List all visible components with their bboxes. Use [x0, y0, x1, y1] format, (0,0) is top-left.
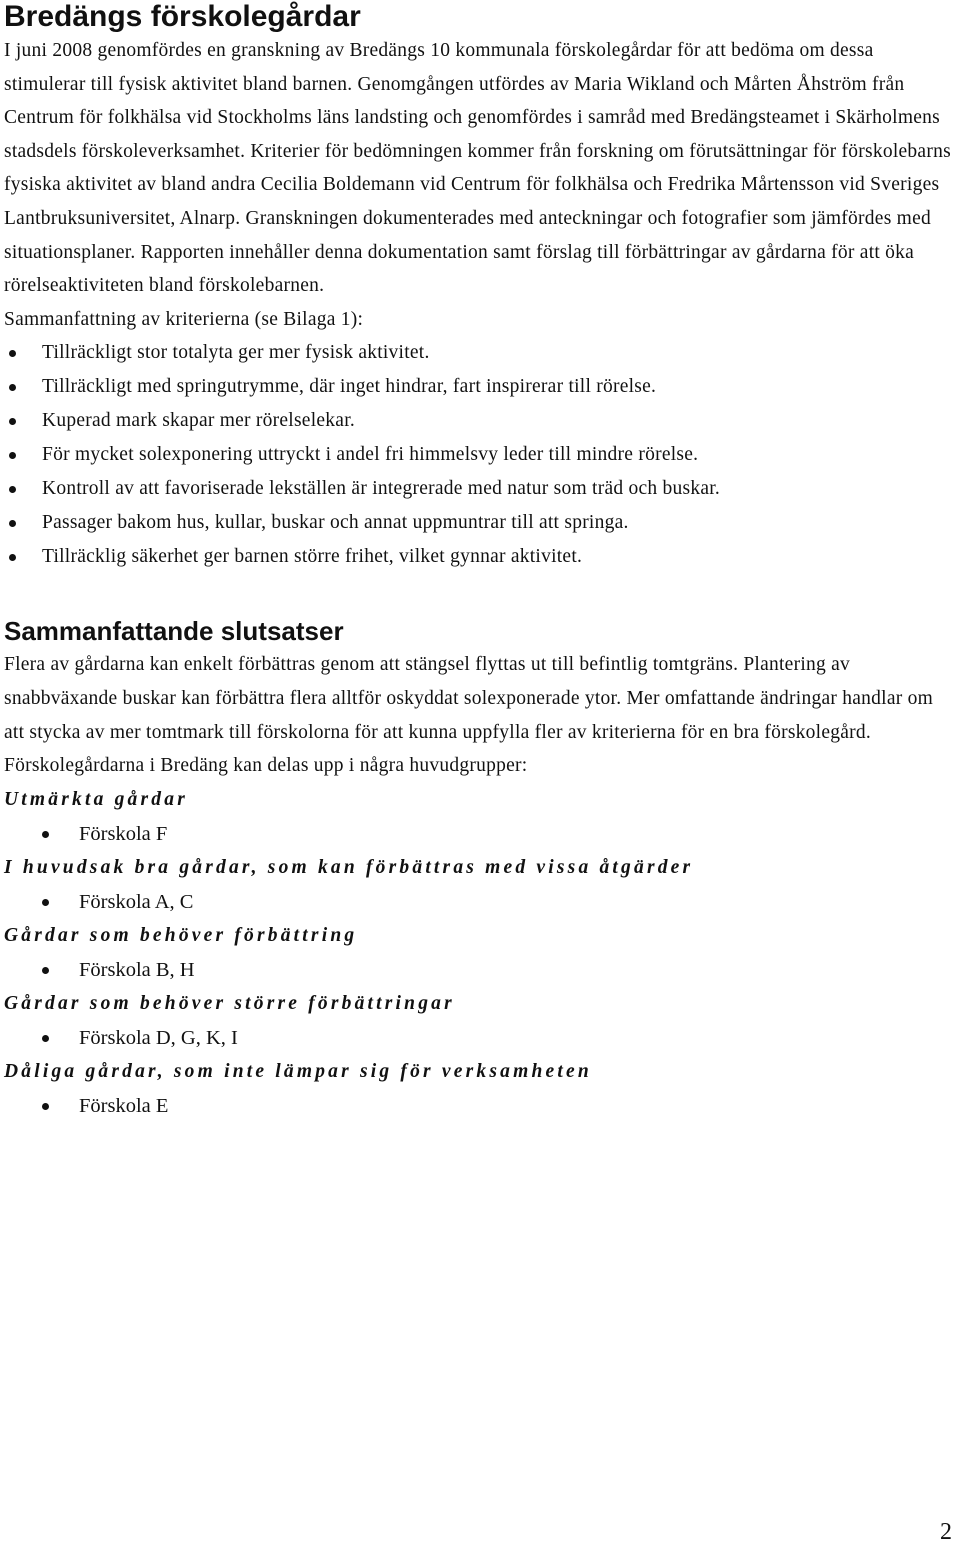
criteria-item-text: Tillräckligt med springutrymme, där inget hindrar, fart inspirerar till rörelse.	[42, 376, 657, 398]
group-list	[4, 817, 956, 851]
bullet-icon	[9, 418, 16, 425]
conclusions-heading: Sammanfattande slutsatser	[4, 616, 344, 647]
intro-paragraph: I juni 2008 genomfördes en granskning av Bredängs 10 kommunala förskolegårdar för att bedöma om dessa stimulerar till fysisk aktivitet bland barnen. Genomgången utfördes av Maria Wikland och Mårten Åhström från Centrum för folkhälsa vid Stockholms läns landsting och genomfördes i samråd med Bredängsteamet i Skärholmens stadsdels förskoleverksamhet. Kriterier för bedömningen kommer från forskning om förutsättningar för förskolebarns fysiska aktivitet av bland andra Cecilia Boldemann vid Centrum för folkhälsa och Fredrika Mårtensson vid Sveriges Lantbruksuniversitet, Alnarp. Granskningen dokumenterades med anteckningar och fotografier som jämfördes med situationsplaner. Rapporten innehåller denna dokumentation samt förslag till förbättringar av gårdarna för att öka rörelseaktiviteten bland förskolebarnen.	[4, 40, 951, 297]
group-list	[4, 1089, 956, 1123]
criteria-item	[4, 370, 956, 404]
page-title: Bredängs förskolegårdar	[4, 0, 361, 33]
group-heading: Gårdar som behöver förbättring	[4, 924, 358, 946]
group-item	[4, 1089, 956, 1123]
criteria-item-text: Passager bakom hus, kullar, buskar och annat uppmuntrar till att springa.	[42, 512, 629, 534]
bullet-icon	[42, 831, 49, 838]
bullet-icon	[42, 967, 49, 974]
bullet-icon	[9, 554, 16, 561]
criteria-heading: Sammanfattning av kriterierna (se Bilaga 1):	[4, 308, 364, 330]
group-list	[4, 885, 956, 919]
conclusions-paragraph: Flera av gårdarna kan enkelt förbättras genom att stängsel flyttas ut till befintlig tomtgräns. Plantering av snabbväxande buskar kan förbättra flera alltför oskyddat solexponerade ytor. Mer omfattande ändringar handlar om att stycka av mer tomtmark till förskolorna för att kunna uppfylla fler av kriterierna för en bra förskolegård.	[4, 654, 934, 743]
group-heading: I huvudsak bra gårdar, som kan förbättras med vissa åtgärder	[4, 856, 694, 878]
bullet-icon	[42, 1103, 49, 1110]
group-item-text: Förskola B, H	[79, 958, 195, 981]
bullet-icon	[42, 1035, 49, 1042]
bullet-icon	[42, 899, 49, 906]
group-item	[4, 885, 956, 919]
criteria-item	[4, 540, 956, 574]
page-number: 2	[940, 1519, 952, 1545]
criteria-item-text: För mycket solexponering uttryckt i andel fri himmelsvy leder till mindre rörelse.	[42, 444, 699, 466]
group-heading: Gårdar som behöver större förbättringar	[4, 992, 455, 1014]
group-item	[4, 953, 956, 987]
groups-intro: Förskolegårdarna i Bredäng kan delas upp i några huvudgrupper:	[4, 755, 528, 777]
criteria-item-text: Tillräckligt stor totalyta ger mer fysisk aktivitet.	[42, 342, 430, 364]
criteria-item	[4, 506, 956, 540]
group-list	[4, 1021, 956, 1055]
group-heading: Utmärkta gårdar	[4, 788, 188, 810]
criteria-item-text: Tillräcklig säkerhet ger barnen större frihet, vilket gynnar aktivitet.	[42, 546, 583, 568]
group-item-text: Förskola A, C	[79, 890, 194, 913]
bullet-icon	[9, 486, 16, 493]
group-item-text: Förskola D, G, K, I	[79, 1026, 238, 1049]
group-heading: Dåliga gårdar, som inte lämpar sig för verksamheten	[4, 1060, 592, 1082]
criteria-item	[4, 438, 956, 472]
criteria-item	[4, 472, 956, 506]
bullet-icon	[9, 384, 16, 391]
group-item-text: Förskola F	[79, 822, 168, 845]
bullet-icon	[9, 520, 16, 527]
criteria-list	[4, 336, 956, 574]
criteria-item-text: Kuperad mark skapar mer rörelselekar.	[42, 410, 355, 432]
criteria-item-text: Kontroll av att favoriserade lekställen är integrerade med natur som träd och buskar.	[42, 478, 721, 500]
bullet-icon	[9, 452, 16, 459]
group-item	[4, 817, 956, 851]
criteria-item	[4, 404, 956, 438]
bullet-icon	[9, 350, 16, 357]
group-item-text: Förskola E	[79, 1094, 169, 1117]
group-list	[4, 953, 956, 987]
criteria-item	[4, 336, 956, 370]
group-item	[4, 1021, 956, 1055]
document-page	[4, 0, 956, 1123]
